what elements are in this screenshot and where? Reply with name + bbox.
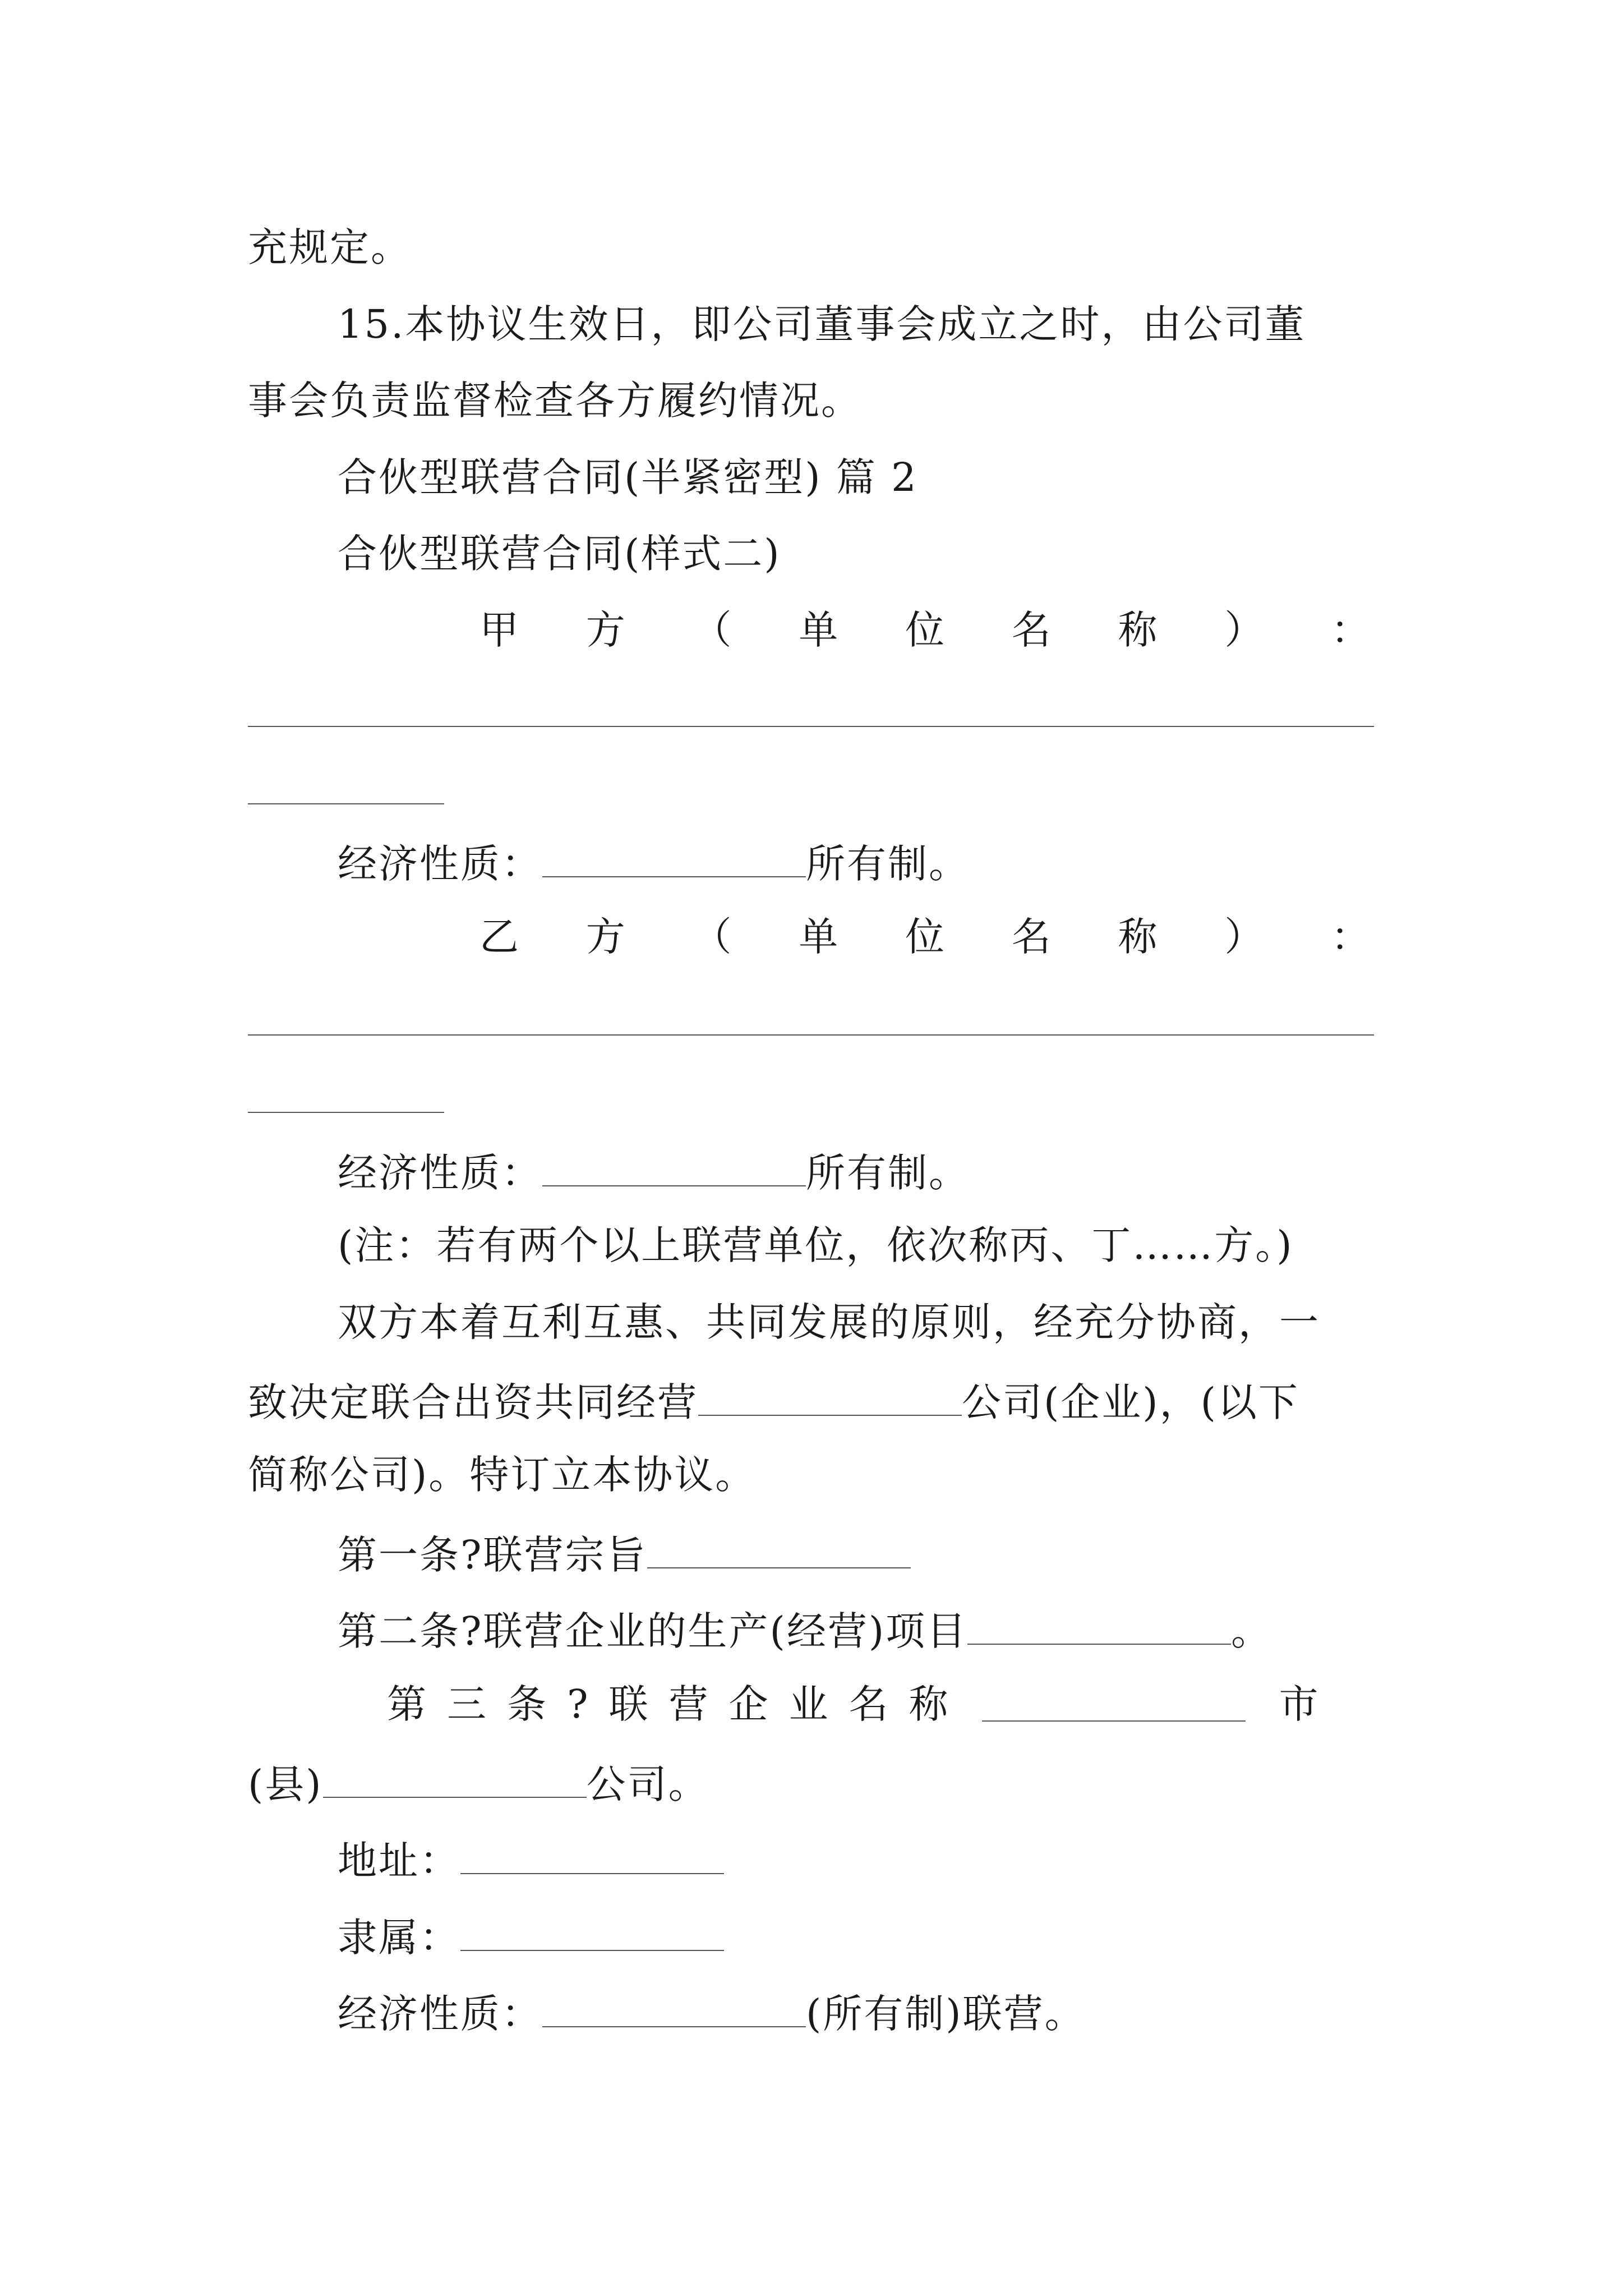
- label-char: ）: [1224, 607, 1264, 653]
- text-line: [338, 835, 1465, 889]
- label-char: 称: [1118, 914, 1158, 960]
- article-suffix: 。: [1231, 1608, 1272, 1654]
- field-label: 地址：: [338, 1838, 460, 1884]
- field-label: 经济性质：: [338, 841, 542, 887]
- label-char: 单: [799, 607, 838, 653]
- label-char: 称: [909, 1681, 948, 1727]
- article-line: [338, 1602, 1465, 1657]
- label-char: 乙: [479, 914, 519, 960]
- economic-nature-blank[interactable]: [542, 835, 806, 877]
- label-char: （: [692, 914, 732, 960]
- label-char: 营: [668, 1681, 708, 1727]
- line-text: 充规定。: [248, 224, 412, 270]
- line-text: 致决定联合出资共同经营: [248, 1379, 698, 1425]
- field-suffix: (所有制)联营。: [806, 1991, 1086, 2037]
- article-line: [387, 1679, 1388, 1729]
- label-char: 位: [905, 914, 944, 960]
- note-line: [338, 1220, 1465, 1271]
- text-line: [338, 1832, 1465, 1886]
- field-label: 隶属：: [338, 1915, 460, 1961]
- label-char: 第: [387, 1681, 426, 1727]
- heading-text: 合伙型联营合同(半紧密型) 篇 2: [338, 454, 918, 500]
- economic-nature-blank[interactable]: [542, 1144, 806, 1186]
- project-blank[interactable]: [967, 1602, 1231, 1645]
- section-heading: [338, 452, 1465, 503]
- label-char: （: [692, 607, 732, 653]
- text-line: [248, 222, 1375, 273]
- line-text: 简称公司)。特订立本协议。: [248, 1452, 757, 1498]
- line-text: (县): [248, 1761, 323, 1807]
- label-char: 企: [728, 1681, 768, 1727]
- line-text: 公司(企业)，(以下: [962, 1379, 1299, 1425]
- party-b-label: [479, 912, 1370, 962]
- line-text: 公司。: [586, 1761, 709, 1807]
- address-blank[interactable]: [460, 1832, 724, 1874]
- label-char: 业: [789, 1681, 828, 1727]
- label-char: 名: [1011, 914, 1051, 960]
- label-char: 名: [1011, 607, 1051, 653]
- affiliation-blank[interactable]: [460, 1908, 724, 1951]
- line-text: 15.本协议生效日，即公司董事会成立之时，由公司董: [338, 301, 1306, 347]
- text-line: [248, 1755, 1375, 1810]
- contract-title: [338, 528, 1465, 579]
- note-text: (注：若有两个以上联营单位，依次称丙、丁……方。): [338, 1222, 1294, 1268]
- text-line: [338, 299, 1465, 349]
- title-text: 合伙型联营合同(样式二): [338, 531, 781, 577]
- label-char: 方: [585, 607, 625, 653]
- field-label: 经济性质：: [338, 1991, 542, 2037]
- label-char: ：: [1331, 914, 1370, 960]
- article-text: 第二条?联营企业的生产(经营)项目: [338, 1608, 968, 1654]
- text-line: [338, 1985, 1465, 2039]
- party-a-name-blank-cont[interactable]: [248, 803, 444, 804]
- city-blank[interactable]: [982, 1679, 1246, 1722]
- economic-nature-blank[interactable]: [542, 1985, 806, 2027]
- label-char: 位: [905, 607, 944, 653]
- line-text: 事会负责监督检查各方履约情况。: [248, 378, 862, 424]
- party-a-label: [479, 605, 1370, 655]
- label-char: 称: [1118, 607, 1158, 653]
- text-line: [338, 1908, 1465, 1963]
- label-char: 单: [799, 914, 838, 960]
- label-char: 名: [849, 1681, 888, 1727]
- text-line: [248, 375, 1375, 426]
- text-line: [248, 1450, 1375, 1500]
- label-char: 三: [447, 1681, 486, 1727]
- label-char: ）: [1224, 914, 1264, 960]
- label-char: ：: [1331, 607, 1370, 653]
- label-char: 联: [608, 1681, 648, 1727]
- party-b-name-blank-cont[interactable]: [248, 1112, 444, 1113]
- text-line: [338, 1297, 1465, 1347]
- label-char: ?: [567, 1681, 588, 1727]
- line-text: 双方本着互利互惠、共同发展的原则，经充分协商，一: [338, 1299, 1320, 1345]
- label-char: 市: [1279, 1681, 1318, 1727]
- label-char: 方: [585, 914, 625, 960]
- article-text: 第一条?联营宗旨: [338, 1532, 647, 1578]
- field-suffix: 所有制。: [806, 1150, 970, 1196]
- purpose-blank[interactable]: [647, 1526, 911, 1568]
- article-line: [338, 1526, 1465, 1580]
- party-b-name-blank[interactable]: [248, 1034, 1374, 1036]
- party-a-name-blank[interactable]: [248, 726, 1374, 727]
- field-label: 经济性质：: [338, 1150, 542, 1196]
- label-char: 甲: [479, 607, 519, 653]
- text-line: [248, 1373, 1375, 1428]
- company-name-blank[interactable]: [698, 1373, 962, 1416]
- label-char: 条: [507, 1681, 546, 1727]
- text-line: [338, 1144, 1465, 1198]
- county-company-blank[interactable]: [323, 1755, 587, 1798]
- field-suffix: 所有制。: [806, 841, 970, 887]
